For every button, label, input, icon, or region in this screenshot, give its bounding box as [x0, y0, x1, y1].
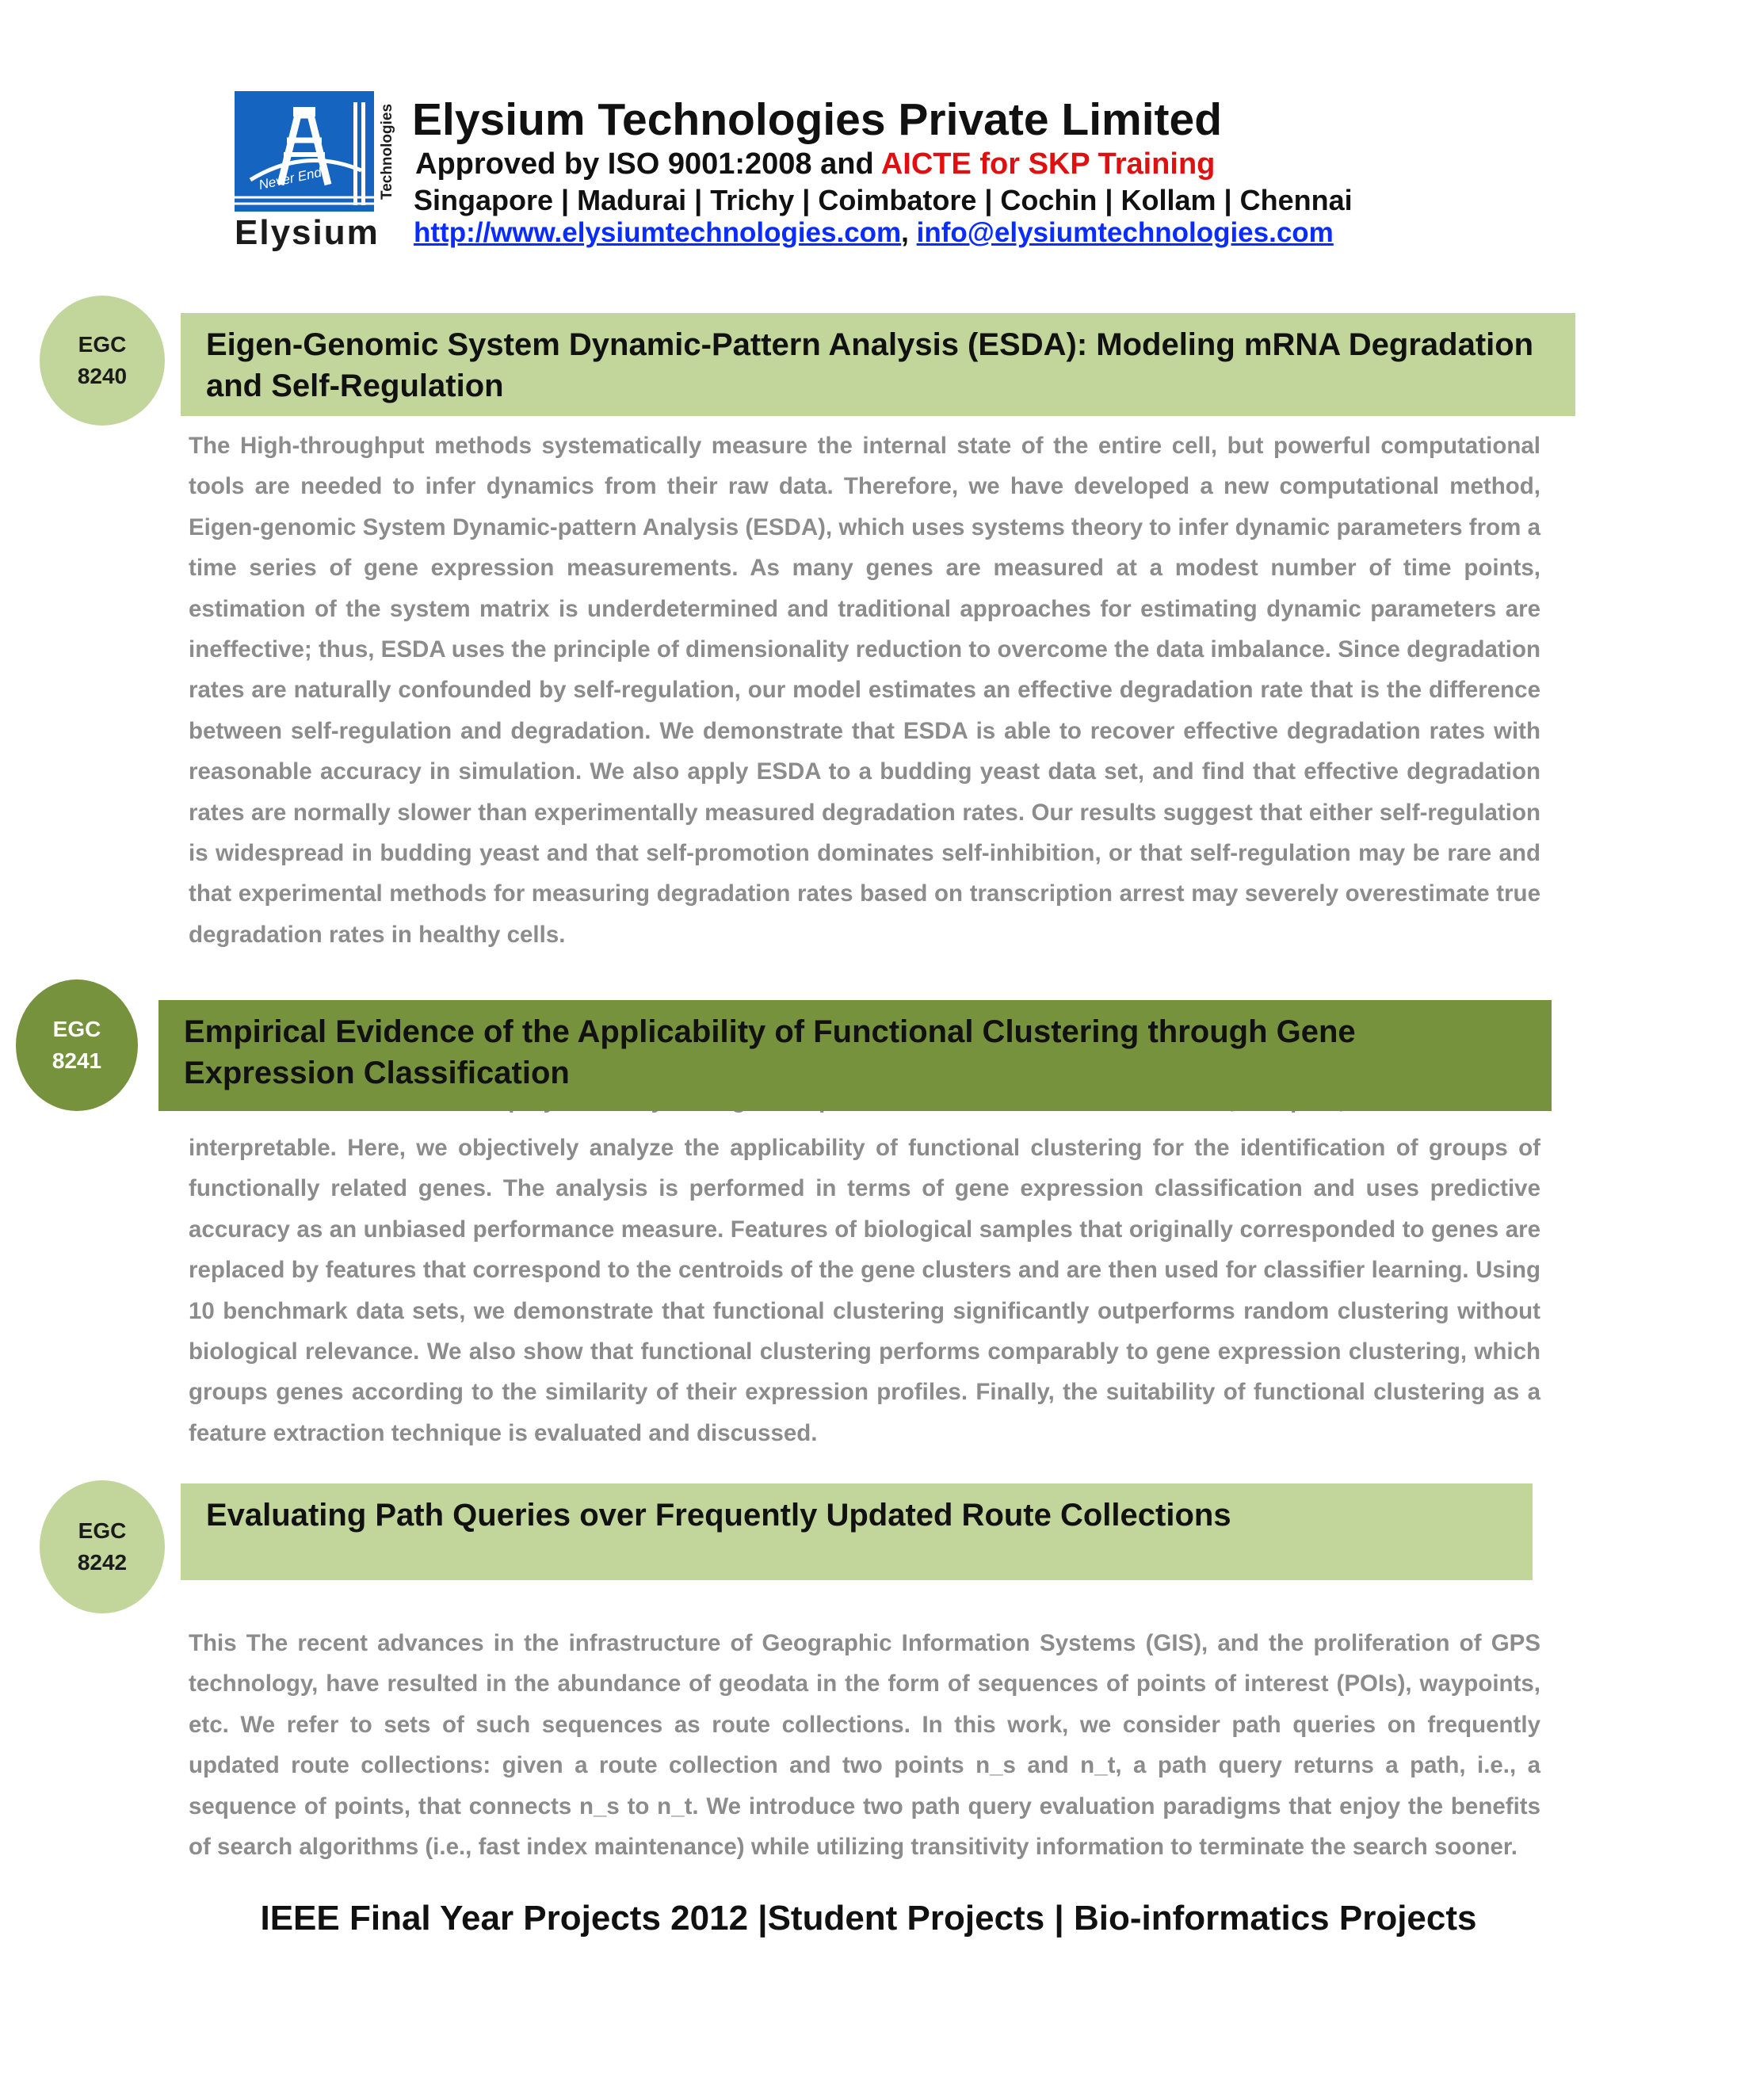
project-code-badge	[16, 979, 138, 1111]
logo-vertical-text: Technologies	[379, 103, 395, 200]
project-abstract: interpretable. Here, we objectively analyze the applicability of functional clustering for the identification of groups of functionally related genes. The analysis is performed in terms of gene expression classification and uses predictive accuracy as an unbiased performance measure. Features of biological samples that originally corresponded to genes are replaced by features that correspond to the centroids of the gene clusters and are then used for classifier learning. Using 10 benchmark data sets, we demonstrate that functional clustering significantly outperforms random clustering without biological relevance. We also show that functional clustering performs comparably to gene expression clustering, which groups genes according to the similarity of their expression profiles. Finally, the suitability of functional clustering as a feature extraction technique is evaluated and discussed.	[189, 1135, 1540, 1446]
company-name: Elysium Technologies Private Limited	[412, 94, 1223, 145]
project-code-badge	[40, 1480, 165, 1613]
contact-links	[414, 217, 1334, 249]
clipped-abstract-line	[189, 1109, 1540, 1121]
footer-text: IEEE Final Year Projects 2012 |Student Projects | Bio-informatics Projects	[260, 1899, 1477, 1938]
company-logo	[235, 91, 401, 258]
code-prefix: EGC	[52, 1017, 101, 1041]
project-code-badge	[40, 296, 165, 426]
link-separator: ,	[901, 217, 909, 248]
project-title: Empirical Evidence of the Applicability of Functional Clustering through Gene Expression Classification	[158, 1000, 1552, 1111]
tower-icon	[235, 91, 374, 212]
approval-prefix: Approved by ISO 9001:2008 and	[415, 147, 881, 181]
code-number: 8240	[77, 364, 128, 388]
website-link[interactable]: http://www.elysiumtechnologies.com	[414, 217, 902, 248]
code-prefix: EGC	[78, 332, 127, 357]
logo-arc-text: Never Ends	[257, 162, 330, 193]
approval-highlight: AICTE for SKP Training	[880, 147, 1216, 181]
code-prefix: EGC	[78, 1518, 127, 1543]
project-abstract: The High-throughput methods systematically measure the internal state of the entire cell, but powerful computational tools are needed to infer dynamics from their raw data. Therefore, we have developed a new computational method, Eigen-genomic System Dynamic-pattern Analysis (ESDA), which uses systems theory to infer dynamic parameters from a time series of gene expression measurements. As many genes are measured at a modest number of time points, estimation of the system matrix is underdetermined and traditional approaches for estimating dynamic parameters are ineffective; thus, ESDA uses the principle of dimensionality reduction to overcome the data imbalance. Since degradation rates are naturally confounded by self-regulation, our model estimates an effective degradation rate that is the difference between self-regulation and degradation. We demonstrate that ESDA is able to recover effective degradation rates with reasonable accuracy in simulation. We also apply ESDA to a budding yeast data set, and find that effective degradation rates are normally slower than experimentally measured degradation rates. Our results suggest that either self-regulation is widespread in budding yeast and that self-promotion dominates self-inhibition, or that self-regulation may be rare and that experimental methods for measuring degradation rates based on transcription arrest may severely overestimate true degradation rates in healthy cells.	[189, 433, 1540, 948]
project-title: Eigen-Genomic System Dynamic-Pattern Analysis (ESDA): Modeling mRNA Degradation and Self-Regulation	[181, 313, 1575, 416]
locations-line: Singapore | Madurai | Trichy | Coimbatore | Cochin | Kollam | Chennai	[414, 184, 1353, 216]
code-number: 8242	[77, 1550, 128, 1575]
email-link[interactable]: info@elysiumtechnologies.com	[916, 217, 1334, 248]
approval-line	[415, 147, 1215, 181]
project-title: Evaluating Path Queries over Frequently Updated Route Collections	[181, 1483, 1533, 1580]
code-number: 8241	[52, 1048, 102, 1073]
project-abstract: This The recent advances in the infrastructure of Geographic Information Systems (GIS), and the proliferation of GPS technology, have resulted in the abundance of geodata in the form of sequences of points of interest (POIs), waypoints, etc. We refer to sets of such sequences as route collections. In this work, we consider path queries on frequently updated route collections: given a route collection and two points n_s and n_t, a path query returns a path, i.e., a sequence of points, that connects n_s to n_t. We introduce two path query evaluation paradigms that enjoy the benefits of search algorithms (i.e., fast index maintenance) while utilizing transitivity information to terminate the search sooner.	[189, 1630, 1540, 1861]
logo-wordmark: Elysium	[235, 213, 380, 252]
logo-tower-icon	[235, 91, 374, 212]
